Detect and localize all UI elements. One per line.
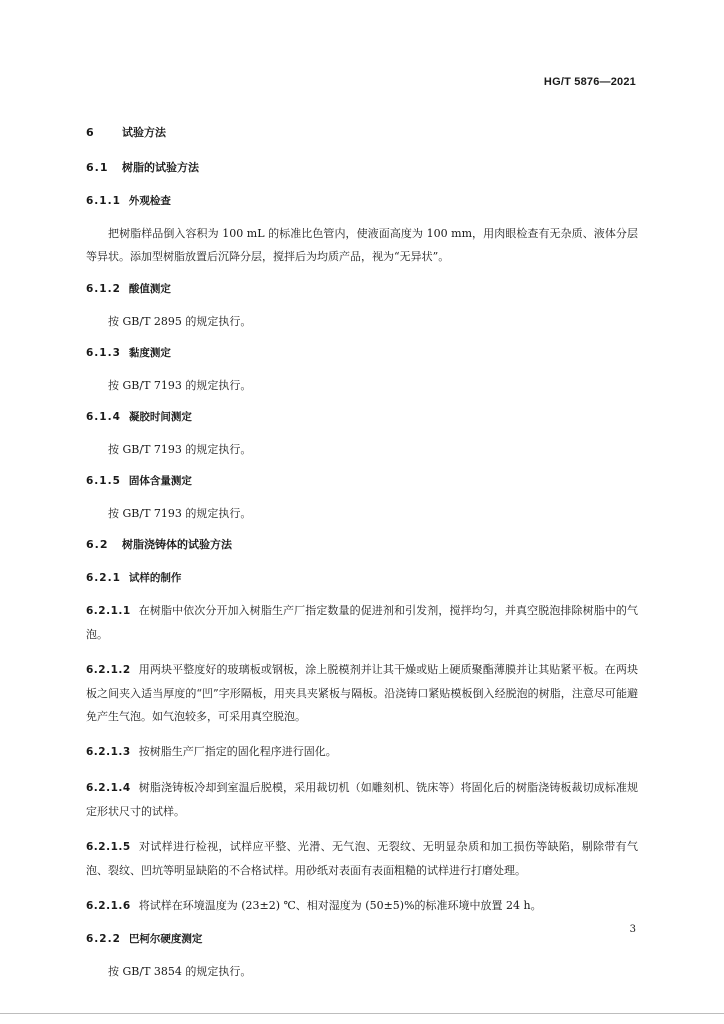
clause-text: 按树脂生产厂指定的固化程序进行固化。 bbox=[138, 745, 337, 758]
section-title: 试样的制作 bbox=[128, 572, 182, 584]
section-title: 凝胶时间测定 bbox=[128, 411, 192, 423]
section-title: 试验方法 bbox=[122, 126, 166, 139]
section-number: 6 bbox=[86, 126, 95, 139]
section-title: 树脂浇铸体的试验方法 bbox=[122, 538, 232, 551]
section-heading-6-1 bbox=[86, 159, 638, 177]
clause-number: 6.2.1.3 bbox=[86, 746, 131, 758]
page-bottom-divider bbox=[0, 1013, 724, 1014]
section-number: 6.2 bbox=[86, 538, 109, 551]
clause-text: 在树脂中依次分开加入树脂生产厂指定数量的促进剂和引发剂，搅拌均匀，并真空脱泡排除树脂中的气泡。 bbox=[86, 604, 638, 641]
clause-text: 树脂浇铸板冷却到室温后脱模，采用裁切机（如雕刻机、铣床等）将固化后的树脂浇铸板裁切成标准规定形状尺寸的试样。 bbox=[86, 781, 638, 818]
clause-6-2-1-5 bbox=[86, 835, 638, 882]
clause-6-2-1-2 bbox=[86, 658, 638, 728]
paragraph-6-1-3: 按 GB/T 7193 的规定执行。 bbox=[108, 379, 252, 392]
clause-text: 将试样在环境温度为 (23±2) ℃、相对湿度为 (50±5)%的标准环境中放置 24 h。 bbox=[138, 899, 542, 912]
section-number: 6.2.1 bbox=[86, 572, 121, 584]
paragraph-6-1-4: 按 GB/T 7193 的规定执行。 bbox=[108, 443, 252, 456]
clause-number: 6.2.1.2 bbox=[86, 664, 131, 676]
paragraph-6-1-1: 把树脂样品倒入容积为 100 mL 的标准比色管内，使液面高度为 100 mm，用肉眼检查有无杂质、液体分层等异状。添加型树脂放置后沉降分层，搅拌后为均质产品，视为“无异状”。 bbox=[86, 227, 638, 263]
clause-6-2-1-1 bbox=[86, 599, 638, 646]
section-heading-6-2-2 bbox=[86, 930, 638, 948]
clause-6-2-1-3 bbox=[86, 740, 638, 764]
clause-number: 6.2.1.1 bbox=[86, 605, 131, 617]
section-title: 外观检查 bbox=[128, 195, 171, 207]
paragraph-6-2-2: 按 GB/T 3854 的规定执行。 bbox=[108, 965, 252, 978]
standard-code-header: HG/T 5876—2021 bbox=[543, 76, 636, 88]
section-title: 酸值测定 bbox=[128, 283, 171, 295]
clause-text: 用两块平整度好的玻璃板或钢板，涂上脱模剂并让其干燥或贴上硬质聚酯薄膜并让其贴紧平板。在两块板之间夹入适当厚度的“凹”字形隔板，用夹具夹紧板与隔板。沿浇铸口紧贴模板倒入经脱泡的树脂，注意尽可能避免产生气泡。如气泡较多，可采用真空脱泡。 bbox=[86, 663, 638, 723]
section-heading-6-1-4 bbox=[86, 408, 638, 426]
section-number: 6.1.5 bbox=[86, 475, 121, 487]
section-number: 6.1.3 bbox=[86, 347, 121, 359]
section-number: 6.1.1 bbox=[86, 195, 121, 207]
section-title: 树脂的试验方法 bbox=[122, 161, 199, 174]
section-number: 6.2.2 bbox=[86, 933, 121, 945]
page-number: 3 bbox=[629, 924, 636, 935]
section-heading-6-2 bbox=[86, 536, 638, 554]
section-number: 6.1.2 bbox=[86, 283, 121, 295]
section-heading-6-1-1 bbox=[86, 192, 638, 210]
section-heading-6-2-1 bbox=[86, 569, 638, 587]
clause-6-2-1-4 bbox=[86, 776, 638, 823]
clause-number: 6.2.1.6 bbox=[86, 900, 131, 912]
clause-number: 6.2.1.5 bbox=[86, 841, 131, 853]
document-body bbox=[86, 124, 638, 994]
section-title: 黏度测定 bbox=[128, 347, 171, 359]
paragraph-6-1-2: 按 GB/T 2895 的规定执行。 bbox=[108, 315, 252, 328]
section-title: 固体含量测定 bbox=[128, 475, 192, 487]
section-heading-6-1-2 bbox=[86, 280, 638, 298]
section-heading-6-1-5 bbox=[86, 472, 638, 490]
section-number: 6.1 bbox=[86, 161, 109, 174]
section-heading-6-1-3 bbox=[86, 344, 638, 362]
section-heading-6 bbox=[86, 124, 638, 142]
clause-text: 对试样进行检视，试样应平整、光滑、无气泡、无裂纹、无明显杂质和加工损伤等缺陷，剔除带有气泡、裂纹、凹坑等明显缺陷的不合格试样。用砂纸对表面有表面粗糙的试样进行打磨处理。 bbox=[86, 840, 638, 877]
section-number: 6.1.4 bbox=[86, 411, 121, 423]
clause-number: 6.2.1.4 bbox=[86, 782, 131, 794]
clause-6-2-1-6 bbox=[86, 894, 638, 918]
paragraph-6-1-5: 按 GB/T 7193 的规定执行。 bbox=[108, 507, 252, 520]
section-title: 巴柯尔硬度测定 bbox=[128, 933, 203, 945]
